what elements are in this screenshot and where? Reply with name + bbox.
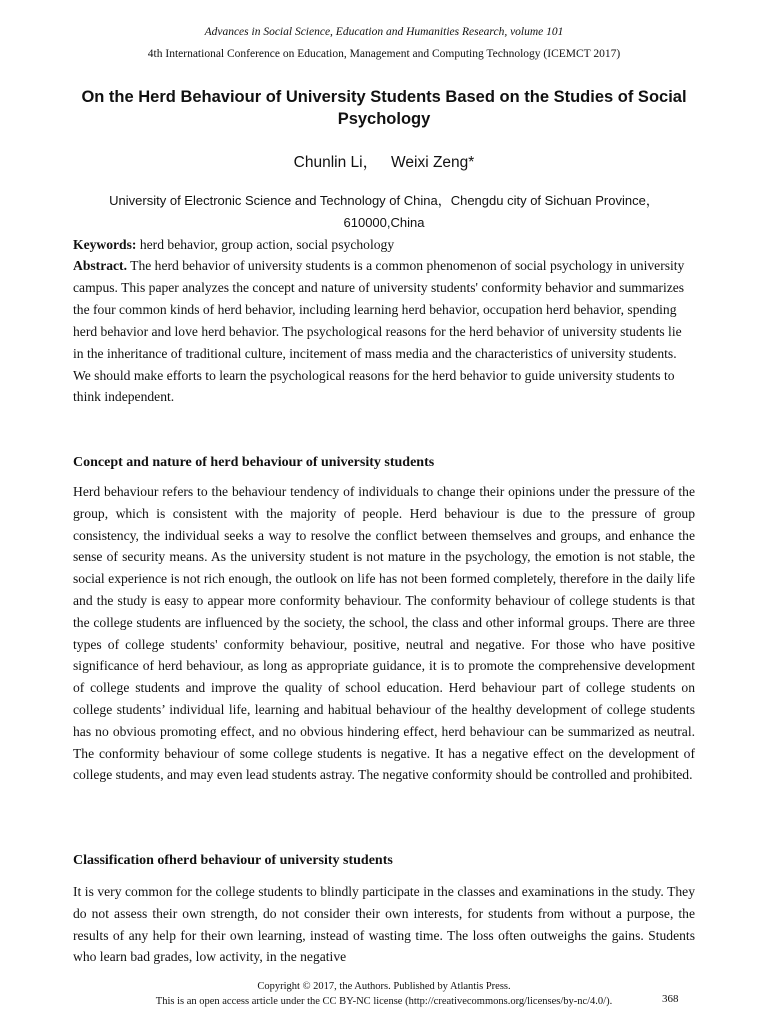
keywords-line [73,234,695,256]
author-list [0,150,768,172]
section-heading: Classification ofherd behaviour of university students [73,853,393,868]
keywords-label: Keywords: [73,237,137,252]
affiliation: University of Electronic Science and Technology of China，Chengdu city of Sichuan Province，610000,China [109,193,659,230]
abstract-label: Abstract. [73,258,127,273]
author-name: Weixi Zeng* [391,154,475,171]
page-number: 368 [662,993,679,1005]
section-paragraph: It is very common for the college students to blindly participate in the classes and examinations in the study. They do not assess their own strength, do not consider their own interests, for students from without a purpose, the results of any help for their own learning, instead of wasting time. The loss often outweighs the gains. Students who learn bad grades, low activity, in the negative [73,884,695,965]
author-name: Chunlin Li， [293,154,379,171]
keywords-text: herd behavior, group action, social psychology [139,237,395,252]
paper-title: On the Herd Behaviour of University Students Based on the Studies of Social Psychology [81,88,687,128]
abstract-text: The herd behavior of university students is a common phenomenon of social psychology in university campus. This paper analyzes the concept and nature of university students' conformity behavior and summarizes the four common kinds of herd behavior, including learning herd behavior, occupation herd behavior, spending herd behavior and love herd behavior. The psychological reasons for the herd behavior of university students lie in the inheritance of traditional culture, incitement of mass media and the characteristics of university students. We should make efforts to learn the psychological reasons for the herd behavior to guide university students to think independent. [73,258,685,405]
license-notice: This is an open access article under the CC BY-NC license (http://creativecommons.org/licenses/by-nc/4.0/). [155,996,613,1007]
conference-header: 4th International Conference on Education, Management and Computing Technology (ICEMCT 2017) [147,48,621,60]
section-heading: Concept and nature of herd behaviour of university students [73,455,435,470]
copyright-notice: Copyright © 2017, the Authors. Published by Atlantis Press. [257,981,511,992]
abstract-paragraph [73,255,695,408]
journal-header: Advances in Social Science, Education and Humanities Research, volume 101 [204,26,564,38]
section-paragraph: Herd behaviour refers to the behaviour tendency of individuals to change their opinions under the pressure of the group, which is consistent with the majority of people. Herd behaviour is due to the pressure of group consistency, the individual seeks a way to resolve the conflict between themselves and groups, and enhance the sense of security means. As the university student is not mature in the psychology, the emotion is not stable, the social experience is not rich enough, the outlook on life has not been formed completely, therefore in the daily life and the study is easy to appear more conformity behaviour. The conformity behaviour of college students is that the college students are influenced by the society, the school, the class and other informal groups. There are three types of college students' conformity behaviour, positive, neutral and negative. For those who have positive significance of herd behaviour, as long as appropriate guidance, it is to promote the comprehensive development of college students and improve the quality of school education. Herd behaviour part of college students on college students’ individual life, learning and habitual behaviour of the healthy development of college students has no obvious promoting effect, and no obvious hindering effect, herd behaviour can be summarized as neutral. The conformity behaviour of some college students is negative. It has a negative effect on the development of college students, and may even lead students astray. The negative conformity should be controlled and prohibited. [73,484,695,783]
